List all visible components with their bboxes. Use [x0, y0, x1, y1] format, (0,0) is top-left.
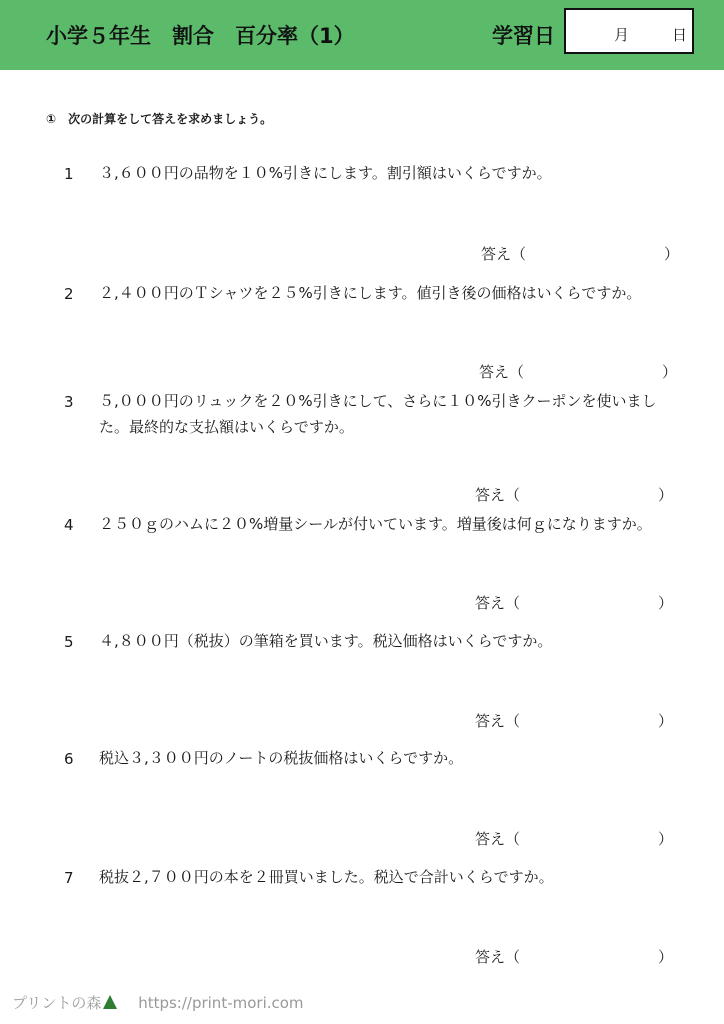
question-text: ２,４００円のＴシャツを２５%引きにします。値引き後の価格はいくらですか。	[99, 284, 642, 302]
answer-line-6[interactable]	[475, 828, 674, 849]
question-number: 3	[64, 393, 74, 411]
day-label: 日	[672, 26, 688, 44]
site-name: プリントの森	[12, 994, 102, 1012]
question-text: ２５０ｇのハムに２０%増量シールが付いています。増量後は何ｇになりますか。	[99, 515, 652, 533]
date-label: 学習日	[492, 24, 555, 48]
question-text: ４,８００円（税抜）の筆箱を買います。税込価格はいくらですか。	[99, 632, 553, 650]
answer-close-paren: ）	[658, 712, 674, 730]
question-number: 2	[64, 285, 74, 303]
answer-label: 答え（	[475, 594, 521, 612]
question-number: 4	[64, 516, 74, 534]
date-box[interactable]	[564, 8, 694, 54]
answer-close-paren: ）	[658, 486, 674, 504]
answer-line-2[interactable]	[479, 361, 678, 382]
footer	[12, 992, 304, 1013]
question-text: 税抜２,７００円の本を２冊買いました。税込で合計いくらですか。	[99, 868, 554, 886]
answer-line-5[interactable]	[475, 710, 674, 731]
page-title: 小学５年生 割合 百分率（1）	[46, 24, 355, 48]
question-text: ５,０００円のリュックを２０%引きにして、さらに１０%引きクーポンを使いました。最終的な支払額はいくらですか。	[99, 392, 657, 436]
answer-line-1[interactable]	[481, 243, 680, 264]
month-label: 月	[614, 26, 630, 44]
answer-close-paren: ）	[658, 830, 674, 848]
answer-label: 答え（	[475, 712, 521, 730]
answer-close-paren: ）	[658, 948, 674, 966]
question-number: 6	[64, 750, 74, 768]
site-url-link[interactable]: https://print-mori.com	[138, 994, 304, 1012]
instruction-text: ① 次の計算をして答えを求めましょう。	[46, 112, 273, 126]
answer-label: 答え（	[475, 486, 521, 504]
answer-close-paren: ）	[658, 594, 674, 612]
answer-close-paren: ）	[662, 363, 678, 381]
answer-line-4[interactable]	[475, 592, 674, 613]
answer-line-3[interactable]	[475, 484, 674, 505]
answer-label: 答え（	[475, 830, 521, 848]
question-number: 5	[64, 633, 74, 651]
tree-icon	[103, 995, 117, 1009]
answer-close-paren: ）	[664, 245, 680, 263]
answer-line-7[interactable]	[475, 946, 674, 967]
answer-label: 答え（	[481, 245, 527, 263]
question-text: 税込３,３００円のノートの税抜価格はいくらですか。	[99, 749, 464, 767]
question-text: ３,６００円の品物を１０%引きにします。割引額はいくらですか。	[99, 164, 552, 182]
question-number: 1	[64, 165, 74, 183]
header-bar	[0, 0, 724, 70]
question-number: 7	[64, 869, 74, 887]
answer-label: 答え（	[475, 948, 521, 966]
answer-label: 答え（	[479, 363, 525, 381]
